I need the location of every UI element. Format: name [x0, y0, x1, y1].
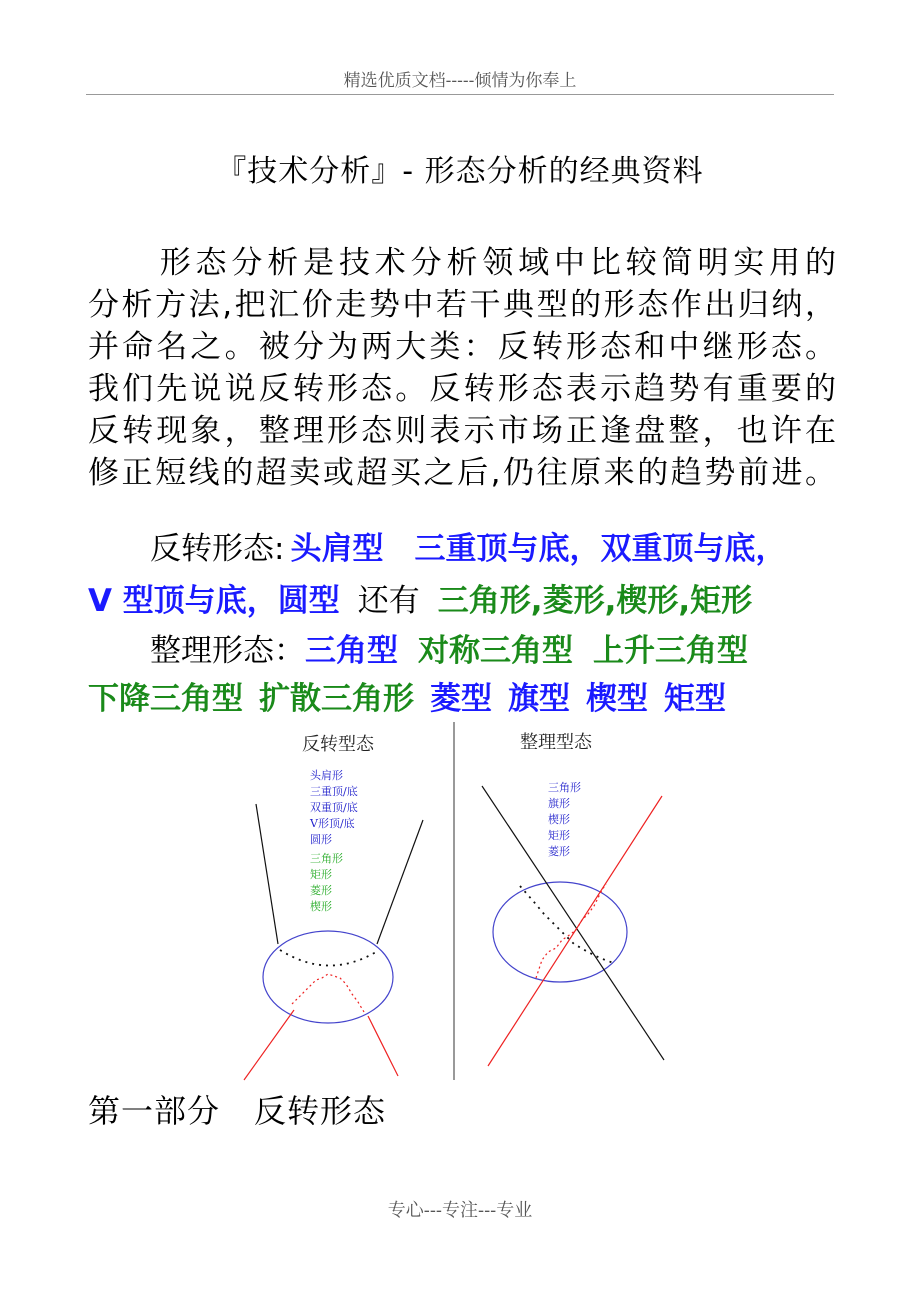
intro-paragraph [88, 242, 836, 494]
page-footer: 专心---专注---专业 [387, 1200, 533, 1221]
left-green-item: 矩形 [310, 868, 332, 881]
left-ellipse [263, 931, 393, 1023]
left-green-item: 楔形 [310, 900, 332, 913]
paragraph-line: 并命名之。被分为两大类：反转形态和中继形态。 [88, 329, 836, 365]
left-red-dotted [292, 974, 364, 1012]
reversal-patterns-line-1 [88, 528, 836, 570]
right-red-line [368, 1016, 398, 1076]
left-blue-item: 双重顶/底 [310, 801, 358, 814]
consolidation-item: 对称三角型 [418, 633, 573, 669]
left-blue-item: 头肩形 [310, 769, 343, 782]
left-blue-item: 圆形 [310, 833, 332, 846]
consolidation-item: 楔型 [586, 681, 648, 717]
left-green-item: 三角形 [310, 852, 343, 865]
reversal-patterns-line-2 [88, 580, 836, 622]
left-dotted-top [280, 950, 376, 966]
paragraph-line: 分析方法,把汇价走势中若干典型的形态作出归纳， [88, 287, 836, 323]
reversal-green-list: 三角形,菱形,楔形,矩形 [437, 583, 753, 619]
right-blue-item: 旗形 [548, 797, 570, 810]
consolidation-item: 上升三角型 [593, 633, 748, 669]
section-heading [88, 1086, 386, 1132]
right-black-line [482, 786, 664, 1060]
reversal-also: 还有 [357, 583, 420, 619]
reversal-blue-list-2: V 型顶与底，圆型 [88, 583, 340, 619]
left-blue-item: 三重顶/底 [310, 785, 358, 798]
section-name: 反转形态 [254, 1092, 387, 1130]
consolidation-item: 菱型 [430, 681, 492, 717]
section-part: 第一部分 [88, 1092, 221, 1130]
pattern-diagram [236, 722, 686, 1084]
consolidation-item: 旗型 [508, 681, 570, 717]
consolidation-item: 扩散三角形 [259, 681, 414, 717]
consolidation-lead: 整理形态： [150, 633, 305, 669]
consolidation-item: 矩型 [664, 681, 726, 717]
consolidation-item: 三角型 [305, 633, 398, 669]
paragraph-line: 反转现象，整理形态则表示市场正逢盘整，也许在 [88, 413, 836, 449]
left-panel-title: 反转型态 [302, 734, 374, 755]
left-blue-item: V形顶/底 [310, 817, 355, 830]
paragraph-line: 修正短线的超卖或超买之后,仍往原来的趋势前进。 [88, 455, 836, 491]
page-header: 精选优质文档-----倾情为你奉上 [343, 71, 577, 91]
right-blue-item: 三角形 [548, 781, 581, 794]
right-blue-item: 楔形 [548, 813, 570, 826]
left-green-item: 菱形 [310, 884, 332, 897]
right-trend-line [377, 820, 423, 944]
left-trend-line [256, 804, 278, 944]
right-red-line [488, 796, 662, 1066]
consolidation-patterns-line-2 [88, 678, 836, 720]
right-panel-title: 整理型态 [520, 732, 592, 753]
paragraph-line: 我们先说说反转形态。反转形态表示趋势有重要的 [88, 371, 836, 407]
paragraph-line: 形态分析是技术分析领域中比较简明实用的 [88, 245, 836, 281]
document-title: 『技术分析』- 形态分析的经典资料 [216, 154, 704, 189]
right-ellipse [493, 882, 627, 982]
reversal-lead: 反转形态: [150, 531, 285, 567]
left-red-line [244, 1010, 294, 1080]
right-black-dotted [520, 886, 616, 964]
reversal-blue-list-1: 头肩型 三重顶与底，双重顶与底， [290, 531, 787, 567]
consolidation-item: 下降三角型 [88, 681, 243, 717]
right-blue-item: 矩形 [548, 829, 570, 842]
header-divider [86, 94, 834, 95]
right-blue-item: 菱形 [548, 845, 570, 858]
consolidation-patterns-line-1 [88, 630, 836, 672]
